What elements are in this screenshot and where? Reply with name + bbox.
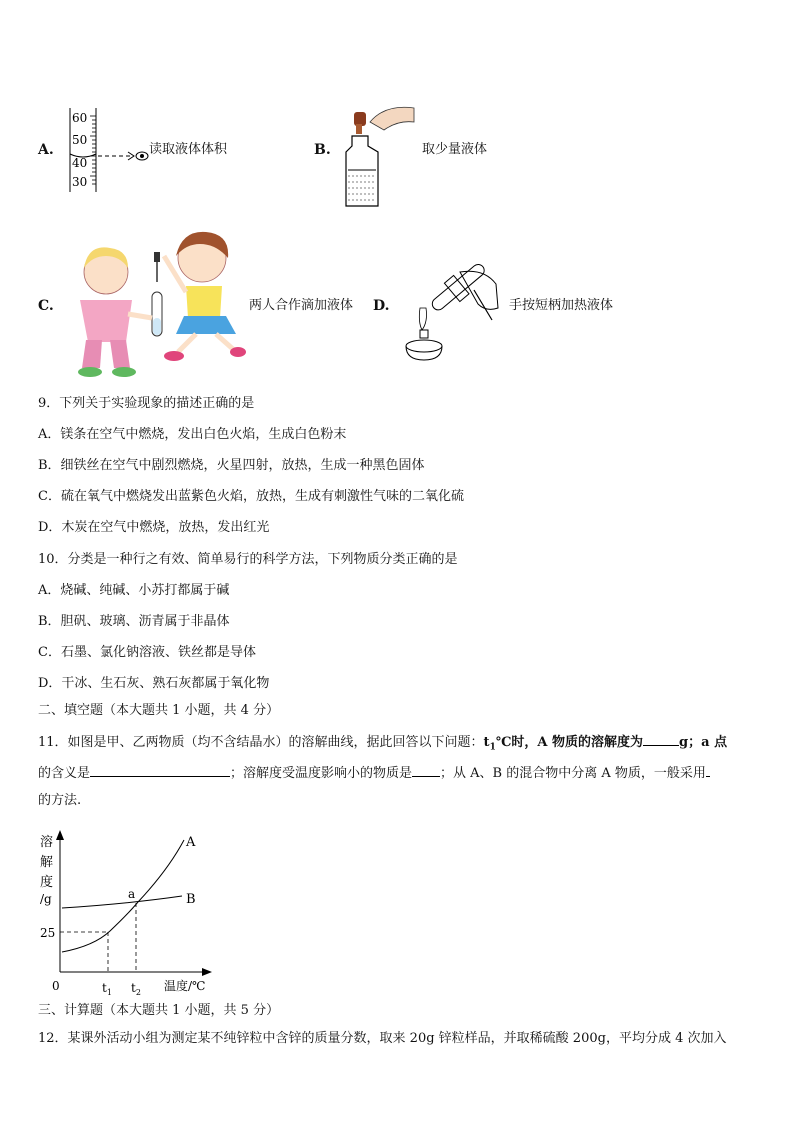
graduated-cylinder-figure	[62, 106, 154, 194]
option-c-caption: 两人合作滴加液体	[249, 298, 354, 313]
series-b-label: B	[186, 892, 196, 907]
ylabel-char-4: /g	[40, 892, 52, 906]
y-tick-25: 25	[40, 926, 56, 940]
curve-a	[62, 840, 184, 952]
option-c-letter: C.	[38, 298, 54, 314]
x-tick-t2: $t_2$	[131, 981, 141, 997]
q11-line-1: 11．如图是甲、乙两物质（均不含结晶水）的溶解曲线，据此回答以下问题：$t_1℃$时，A 物质的溶解度为 g；a 点	[38, 735, 728, 753]
reagent-bottle-figure	[340, 100, 418, 210]
heating-test-tube-figure	[398, 250, 504, 366]
origin-label: 0	[52, 979, 60, 993]
tick-40: 40	[72, 156, 88, 170]
tick-60: 60	[72, 111, 88, 125]
curve-b	[62, 896, 182, 908]
section-2-heading: 二、填空题（本大题共 1 小题，共 4 分）	[38, 703, 280, 718]
q9-stem: 9．下列关于实验现象的描述正确的是	[38, 396, 255, 411]
q9-option-c: C．硫在氧气中燃烧发出蓝紫色火焰，放热，生成有刺激性气味的二氧化硫	[38, 489, 464, 504]
point-a-label: a	[128, 887, 136, 901]
blank-point-a-meaning	[90, 764, 230, 777]
q10-option-c: C．石墨、氯化钠溶液、铁丝都是导体	[38, 645, 256, 660]
blank-method	[706, 764, 710, 777]
x-axis-arrow	[202, 968, 212, 976]
q11-line-3: 的方法.	[38, 793, 82, 808]
q10-stem: 10．分类是一种行之有效、简单易行的科学方法，下列物质分类正确的是	[38, 552, 458, 567]
tick-30: 30	[72, 175, 88, 189]
solubility-chart	[36, 826, 226, 998]
option-b-caption: 取少量液体	[422, 142, 488, 157]
q9-option-b: B．细铁丝在空气中剧烈燃烧，火星四射，放热，生成一种黑色固体	[38, 458, 425, 473]
option-a-caption: 读取液体体积	[149, 142, 228, 157]
q9-option-d: D．木炭在空气中燃烧，放热，发出红光	[38, 520, 270, 535]
q10-option-d: D．干冰、生石灰、熟石灰都属于氧化物	[38, 676, 270, 691]
x-axis-label: 温度/℃	[164, 979, 206, 993]
q11-line-2: 的含义是 ；溶解度受温度影响小的物质是 ；从 A、B 的混合物中分离 A 物质，一般采用	[38, 764, 710, 780]
option-d-letter: D.	[373, 298, 390, 314]
x-tick-t1: $t_1$	[102, 981, 112, 997]
blank-solubility	[643, 733, 679, 746]
blank-less-affected	[412, 764, 440, 777]
q10-option-b: B．胆矾、玻璃、沥青属于非晶体	[38, 614, 230, 629]
q10-option-a: A．烧碱、纯碱、小苏打都属于碱	[38, 583, 230, 598]
ylabel-char-2: 解	[40, 855, 54, 870]
section-3-heading: 三、计算题（本大题共 1 小题，共 5 分）	[38, 1003, 280, 1018]
series-a-label: A	[186, 835, 196, 850]
y-axis-arrow	[56, 830, 64, 840]
option-d-caption: 手按短柄加热液体	[509, 298, 614, 313]
two-girls-dropper-figure	[66, 222, 246, 380]
tick-50: 50	[72, 133, 88, 147]
ylabel-char-3: 度	[40, 875, 54, 890]
option-b-letter: B.	[314, 142, 331, 158]
option-a-letter: A.	[38, 142, 54, 158]
q9-option-a: A．镁条在空气中燃烧，发出白色火焰，生成白色粉末	[38, 427, 347, 442]
q12-text: 12．某课外活动小组为测定某不纯锌粒中含锌的质量分数，取来 20g 锌粒样品，并取稀硫酸 200g，平均分成 4 次加入	[38, 1031, 727, 1046]
ylabel-char-1: 溶	[40, 835, 54, 850]
